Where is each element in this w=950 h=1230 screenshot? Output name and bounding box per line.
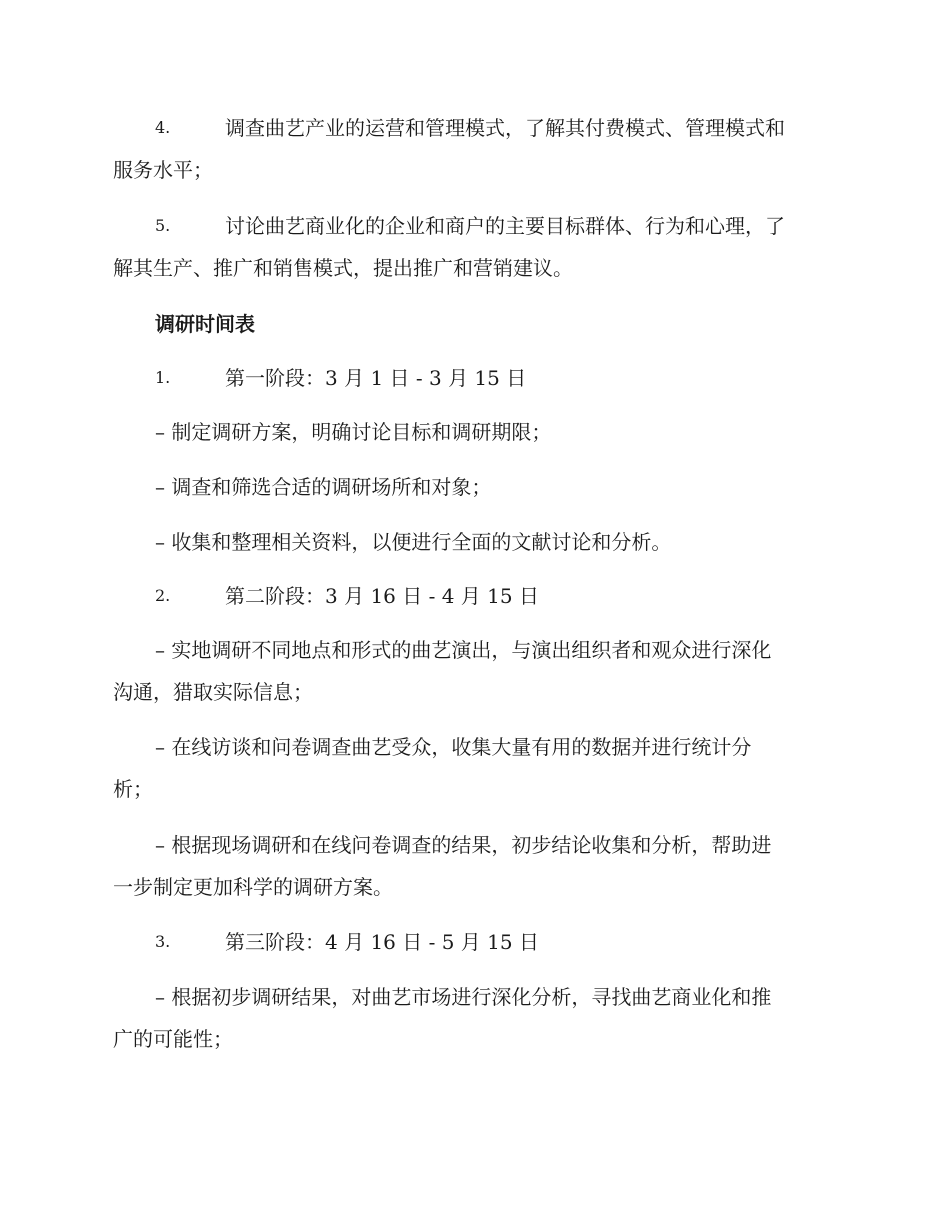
list-item-text: 讨论曲艺商业化的企业和商户的主要目标群体、行为和心理，了 [225,214,785,238]
list-item-text: 调查曲艺产业的运营和管理模式，了解其付费模式、管理模式和 [225,116,785,140]
phase-task-continuation: 一步制定更加科学的调研方案。 [113,875,393,899]
list-item-text-continuation: 服务水平； [113,158,213,182]
phase-number: 3. [155,932,171,951]
list-item-text-continuation: 解其生产、推广和销售模式，提出推广和营销建议。 [113,256,573,280]
list-number: 4. [155,118,171,137]
phase-title: 第三阶段：4 月 16 日 - 5 月 15 日 [225,930,539,954]
phase-task: – 在线访谈和问卷调查曲艺受众，收集大量有用的数据并进行统计分 [155,735,752,759]
phase-title: 第一阶段：3 月 1 日 - 3 月 15 日 [225,366,527,390]
phase-title: 第二阶段：3 月 16 日 - 4 月 15 日 [225,584,539,608]
phase-task: – 调查和筛选合适的调研场所和对象； [155,475,492,499]
phase-number: 2. [155,586,171,605]
phase-task: – 制定调研方案，明确讨论目标和调研期限； [155,420,552,444]
phase-number: 1. [155,368,171,387]
phase-task-continuation: 广的可能性； [113,1027,233,1051]
phase-task-continuation: 析； [113,777,153,801]
phase-task: – 收集和整理相关资料，以便进行全面的文献讨论和分析。 [155,530,672,554]
phase-task-continuation: 沟通，猎取实际信息； [113,680,313,704]
list-number: 5. [155,216,171,235]
phase-task: – 根据现场调研和在线问卷调查的结果，初步结论收集和分析，帮助进 [155,833,772,857]
phase-task: – 根据初步调研结果，对曲艺市场进行深化分析，寻找曲艺商业化和推 [155,985,772,1009]
section-heading: 调研时间表 [155,312,255,336]
phase-task: – 实地调研不同地点和形式的曲艺演出，与演出组织者和观众进行深化 [155,638,772,662]
